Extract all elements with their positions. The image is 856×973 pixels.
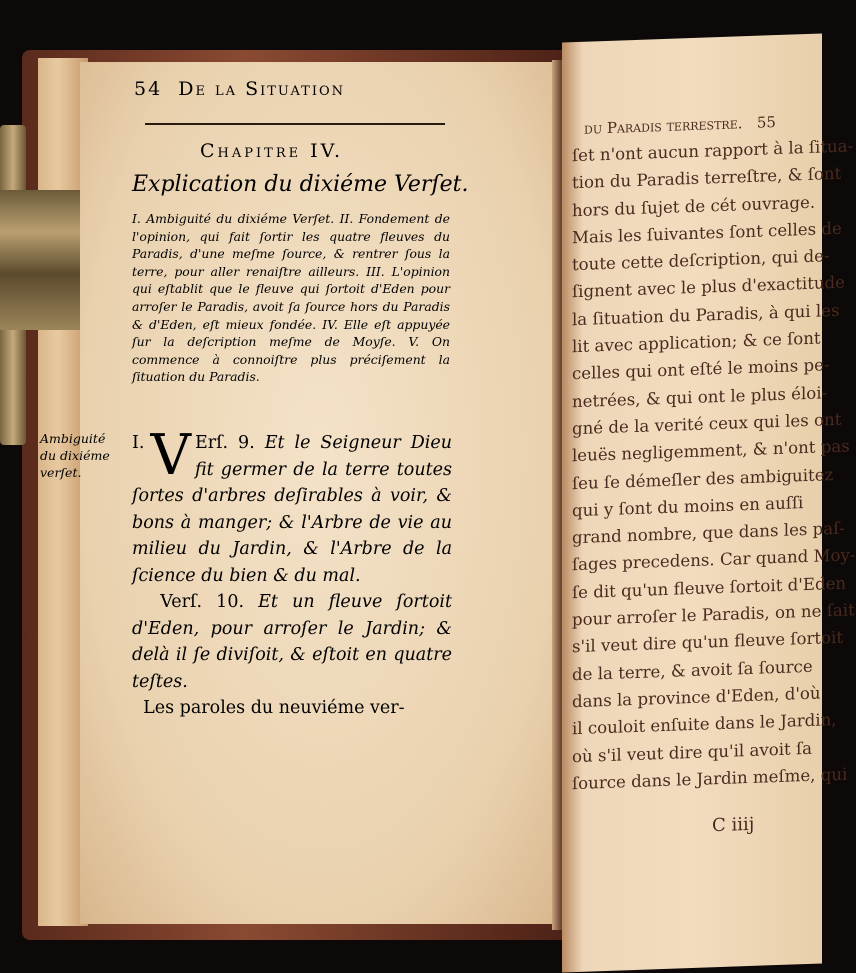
text-line: hors du ſujet de cét ouvrage. bbox=[572, 192, 816, 220]
chapter-title: Explication du dixiéme Verſet. bbox=[132, 172, 469, 197]
text-line: qui y ſont du moins en auſſi bbox=[572, 492, 804, 521]
text-line: ſet n'ont aucun rapport à la ſitua- bbox=[572, 136, 854, 166]
text-line: ſages precedens. Car quand Moy- bbox=[572, 545, 856, 575]
text-line: celles qui ont eſté le moins pe- bbox=[572, 355, 830, 384]
text-line: s'il veut dire qu'un fleuve ſortoit bbox=[572, 628, 844, 657]
text-line: leuës negligemment, & n'ont pas bbox=[572, 436, 850, 466]
page-number: 54 bbox=[134, 78, 163, 100]
right-body-text bbox=[572, 134, 856, 797]
text-line: tion du Paradis terreſtre, & ſont bbox=[572, 164, 842, 193]
running-head-text: De la Situation bbox=[178, 78, 345, 100]
verse-9-text: Et le Seigneur Dieu fit germer de la terre toutes ſortes d'arbres deſirables à voir, & bons à manger; & l'Arbre de vie au milieu du Jardin, & l'Arbre de la ſcience du bien & du mal. bbox=[132, 433, 452, 586]
paragraph-number: I. bbox=[132, 433, 145, 453]
signature-mark: C iiij bbox=[712, 813, 755, 837]
text-line: où s'il veut dire qu'il avoit ſa bbox=[572, 738, 813, 766]
verse-10-label: Verſ. 10. bbox=[160, 592, 245, 612]
left-running-head bbox=[134, 78, 345, 100]
verse-9-label: Erſ. 9. bbox=[194, 433, 255, 453]
text-line: grand nombre, que dans les paſ- bbox=[572, 518, 845, 548]
text-line: ſource dans le Jardin meſme, qui bbox=[572, 764, 848, 794]
text-line: il couloit enſuite dans le Jardin, bbox=[572, 710, 837, 739]
text-line: de la terre, & avoit ſa ſource bbox=[572, 656, 813, 684]
text-line: ſeu ſe démeſler des ambiguitez bbox=[572, 464, 834, 493]
text-line: pour arroſer le Paradis, on ne ſait bbox=[572, 600, 855, 630]
text-line: toute cette deſcription, qui de- bbox=[572, 246, 830, 275]
closing-line: Les paroles du neuviéme ver- bbox=[143, 698, 405, 718]
header-rule bbox=[145, 123, 445, 125]
text-line: dans la province d'Eden, d'où bbox=[572, 683, 821, 712]
text-line: netrées, & qui ont le plus éloi- bbox=[572, 382, 828, 411]
margin-note: Ambiguité du dixiéme verſet. bbox=[40, 431, 110, 480]
verse-10-text: Et un fleuve ſortoit d'Eden, pour arroſer le Jardin; & delà il ſe diviſoit, & eſtoit en quatre teſtes. bbox=[132, 592, 452, 692]
chapter-summary: I. Ambiguité du dixiéme Verſet. II. Fondement de l'opinion, qui fait ſortir les quatre fleuves du Paradis, d'une meſme ſource, & rentrer ſous la terre, pour aller renaiſtre ailleurs. III. L'opinion qui eſtablit que le fleuve qui ſortoit d'Eden pour arroſer le Paradis, avoit ſa ſource hors du Paradis & d'Eden, eſt mieux fondée. IV. Elle eſt appuyée ſur la deſcription meſme de Moyſe. V. On commence à connoiſtre plus préciſement la ſituation du Paradis. bbox=[132, 211, 450, 385]
drop-cap: V bbox=[150, 423, 191, 488]
body-text bbox=[132, 423, 452, 722]
running-head-text: du Paradis terreſtre. bbox=[584, 114, 743, 138]
page-number: 55 bbox=[756, 113, 776, 132]
text-line: Mais les ſuivantes ſont celles de bbox=[572, 218, 842, 248]
chapter-heading: Chapitre IV. bbox=[200, 140, 344, 162]
text-line: ſignent avec le plus d'exactitude bbox=[572, 273, 845, 302]
text-line: lit avec application; & ce ſont bbox=[572, 328, 821, 357]
text-line: ſe dit qu'un fleuve ſortoit d'Eden bbox=[572, 573, 847, 602]
text-line: la ſituation du Paradis, à qui les bbox=[572, 300, 840, 329]
right-page bbox=[562, 33, 856, 972]
text-line: gné de la verité ceux qui les ont bbox=[572, 409, 842, 439]
right-running-head bbox=[584, 113, 776, 138]
